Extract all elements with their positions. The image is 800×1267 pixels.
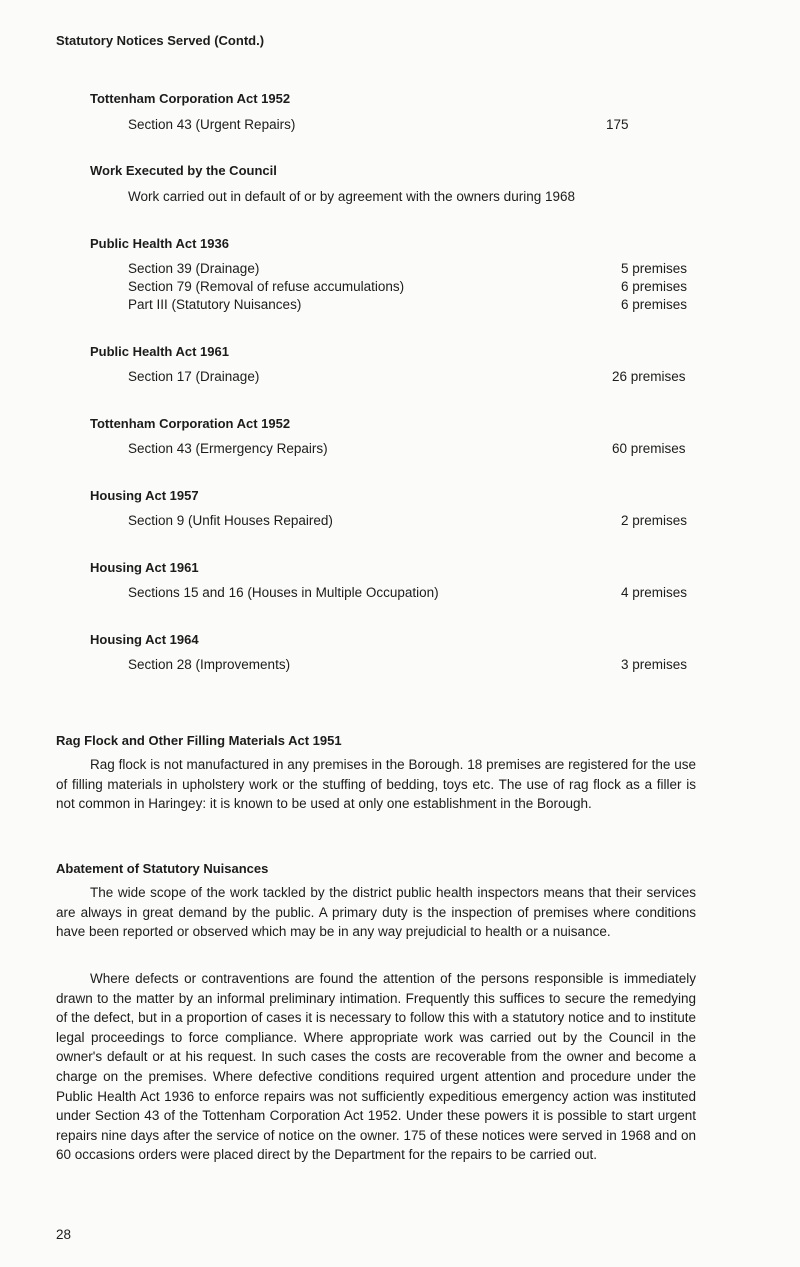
item-label: Section 28 (Improvements) [128, 657, 291, 672]
page-title: Statutory Notices Served (Contd.) [56, 33, 265, 48]
item-label: Section 39 (Drainage) [128, 261, 260, 276]
item-value: 60 premises [612, 441, 686, 456]
abatement-paragraph-2 [56, 969, 696, 1165]
item-label: Section 43 (Ermergency Repairs) [128, 441, 328, 456]
heading-pha-1936: Public Health Act 1936 [90, 236, 229, 251]
page-number: 28 [56, 1227, 72, 1242]
heading-housing-1964: Housing Act 1964 [90, 632, 199, 647]
item-label: Section 43 (Urgent Repairs) [128, 117, 296, 132]
heading-tottenham-1952-b: Tottenham Corporation Act 1952 [90, 416, 291, 431]
item-value: 3 premises [621, 657, 688, 672]
item-label: Sections 15 and 16 (Houses in Multiple Occupation) [128, 585, 439, 600]
paragraph-text: Rag flock is not manufactured in any premises in the Borough. 18 premises are registered for the use of filling materials in upholstery work or the stuffing of bedding, toys etc. The use of rag flock as a filler is not common in Haringey: it is known to be used at only one establishment in the Borough. [56, 757, 696, 812]
paragraph-text: The wide scope of the work tackled by the district public health inspectors means that their services are always in great demand by the public. A primary duty is the inspection of premises where conditions have been reported or observed which may be in any way prejudicial to health or a nuisance. [56, 885, 696, 940]
item-value: 4 premises [621, 585, 688, 600]
heading-housing-1961: Housing Act 1961 [90, 560, 199, 575]
heading-tottenham-1952-a: Tottenham Corporation Act 1952 [90, 91, 291, 106]
paragraph-text: Where defects or contraventions are found the attention of the persons responsible is immediately drawn to the matter by an informal preliminary intimation. Frequently this suffices to secure the remedying of the defect, but in a proportion of cases it is necessary to follow this with a statutory notice and to institute legal proceedings to force compliance. Where appropriate work was carried out by the Council in the owner's default or at his request. In such cases the costs are recoverable from the owner and become a charge on the premises. Where defective conditions required urgent attention and procedure under the Public Health Act 1936 to enforce repairs was not sufficiently expeditious emergency action was instituted under Section 43 of the Tottenham Corporation Act 1952. Under these powers it is possible to start urgent repairs nine days after the service of notice on the owner. 175 of these notices were served in 1968 and on 60 occasions orders were placed direct by the Department for the repairs to be carried out. [56, 971, 696, 1163]
item-value: 5 premises [621, 261, 688, 276]
item-value: 175 [606, 117, 629, 132]
item-label: Section 17 (Drainage) [128, 369, 260, 384]
item-value: 2 premises [621, 513, 688, 528]
item-label: Section 9 (Unfit Houses Repaired) [128, 513, 333, 528]
heading-pha-1961: Public Health Act 1961 [90, 344, 229, 359]
item-label: Part III (Statutory Nuisances) [128, 297, 302, 312]
item-value: 6 premises [621, 297, 688, 312]
heading-rag-flock: Rag Flock and Other Filling Materials Act 1951 [56, 733, 342, 748]
abatement-paragraph-1 [56, 883, 696, 942]
heading-work-executed: Work Executed by the Council [90, 163, 277, 178]
work-executed-description: Work carried out in default of or by agreement with the owners during 1968 [128, 189, 575, 204]
rag-flock-paragraph [56, 755, 696, 814]
item-value: 6 premises [621, 279, 688, 294]
item-value: 26 premises [612, 369, 686, 384]
heading-housing-1957: Housing Act 1957 [90, 488, 199, 503]
heading-abatement: Abatement of Statutory Nuisances [56, 861, 269, 876]
item-label: Section 79 (Removal of refuse accumulations) [128, 279, 405, 294]
